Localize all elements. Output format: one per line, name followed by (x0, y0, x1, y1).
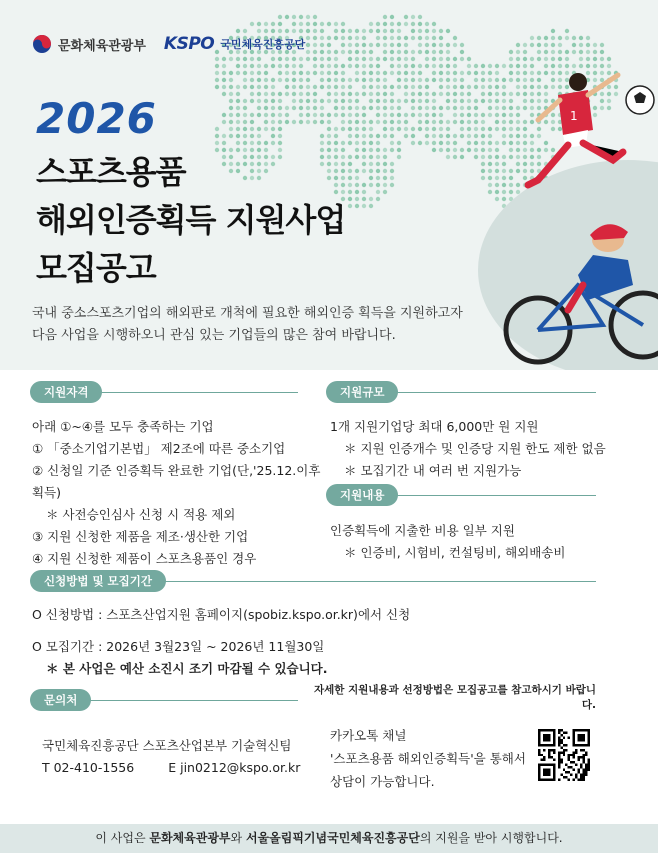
footer-suffix: 의 지원을 받아 시행합니다. (419, 831, 563, 845)
svg-text:1: 1 (570, 109, 578, 123)
kspo-logo (164, 34, 305, 54)
title-line-1: 스포츠용품 (36, 153, 186, 191)
intro-line-2: 다음 사업을 시행하오니 관심 있는 기업들의 많은 참여 바랍니다. (32, 328, 396, 343)
scale-note-2: ＊ 모집기간 내 여러 번 지원가능 (344, 463, 522, 478)
section-content (326, 484, 398, 506)
kspo-mark: KSPO (163, 34, 215, 54)
soccer-ball-icon (626, 86, 654, 114)
contact-email[interactable]: E jin0212@kspo.or.kr (168, 760, 301, 775)
tag-eligibility: 지원자격 (30, 381, 102, 403)
divider-contact (60, 700, 298, 701)
eligibility-body (32, 416, 332, 570)
intro-text (32, 303, 492, 347)
contact-body (42, 735, 312, 779)
divider-method (150, 581, 596, 582)
footer-prefix: 이 사업은 (95, 831, 150, 845)
hero-banner (0, 0, 658, 370)
content-note: ＊ 인증비, 시험비, 컨설팅비, 해외배송비 (344, 545, 566, 560)
year-title: 2026 (36, 94, 157, 143)
period-note: ＊ 본 사업은 예산 소진시 조기 마감될 수 있습니다. (46, 661, 328, 676)
content-lead: 인증획득에 지출한 비용 일부 지원 (330, 523, 515, 538)
section-contact (30, 689, 91, 711)
eligibility-item-1: ① 「중소기업기본법」 제2조에 따른 중소기업 (32, 441, 286, 456)
tag-method: 신청방법 및 모집기간 (30, 570, 166, 592)
tag-content: 지원내용 (326, 484, 398, 506)
kakao-body (330, 724, 530, 793)
page-title (36, 148, 345, 292)
scale-note-1: ＊ 지원 인증개수 및 인증당 지원 한도 제한 없음 (344, 441, 606, 456)
intro-line-1: 국내 중소스포츠기업의 해외판로 개척에 필요한 해외인증 획득을 지원하고자 (32, 306, 463, 321)
section-eligibility (30, 381, 102, 403)
footer-org-1: 문화체육관광부 (149, 831, 231, 845)
logo-row (32, 34, 305, 54)
contact-phone[interactable]: T 02-410-1556 (42, 760, 135, 775)
section-scale (326, 381, 398, 403)
taegeuk-icon (32, 34, 52, 54)
method-body (32, 604, 612, 680)
eligibility-item-3: ③ 지원 신청한 제품을 제조·생산한 기업 (32, 529, 249, 544)
gov-logo-text: 문화체육관광부 (58, 38, 146, 54)
kakao-line-2: '스포츠용품 해외인증획득'을 통해서 (330, 751, 526, 766)
apply-method: O 신청방법 : 스포츠산업지원 홈페이지(spobiz.kspo.or.kr)에서 신청 (32, 607, 411, 622)
reference-note: 자세한 지원내용과 선정방법은 모집공고를 참고하시기 바랍니다. (314, 684, 596, 711)
title-line-2: 해외인증획득 지원사업 (36, 201, 346, 239)
kspo-name: 국민체육진흥공단 (220, 38, 306, 51)
contact-org: 국민체육진흥공단 스포츠산업본부 기술혁신팀 (42, 738, 292, 753)
qr-code-icon[interactable] (538, 729, 590, 781)
kakao-line-1: 카카오톡 채널 (330, 728, 407, 743)
apply-period: O 모집기간 : 2026년 3월23일 ~ 2026년 11월30일 (32, 639, 325, 654)
tag-contact: 문의처 (30, 689, 91, 711)
scale-body (330, 416, 630, 482)
title-line-3: 모집공고 (36, 249, 156, 287)
section-method (30, 570, 166, 592)
tag-scale: 지원규모 (326, 381, 398, 403)
gov-logo (32, 34, 146, 54)
scale-lead: 1개 지원기업당 최대 6,000만 원 지원 (330, 419, 539, 434)
content-body (330, 520, 630, 564)
footer-bar (0, 824, 658, 853)
eligibility-item-2: ② 신청일 기준 인증획득 완료한 기업(단,'25.12.이후 획득) (32, 463, 321, 500)
footer-mid: 와 (230, 831, 246, 845)
footer-org-2: 서울올림픽기념국민체육진흥공단 (245, 831, 420, 845)
eligibility-item-4: ④ 지원 신청한 제품이 스포츠용품인 경우 (32, 551, 257, 566)
kakao-line-3: 상담이 가능합니다. (330, 774, 435, 789)
eligibility-lead: 아래 ①~④를 모두 충족하는 기업 (32, 419, 214, 434)
eligibility-note: ＊ 사전승인심사 신청 시 적용 제외 (46, 507, 236, 522)
